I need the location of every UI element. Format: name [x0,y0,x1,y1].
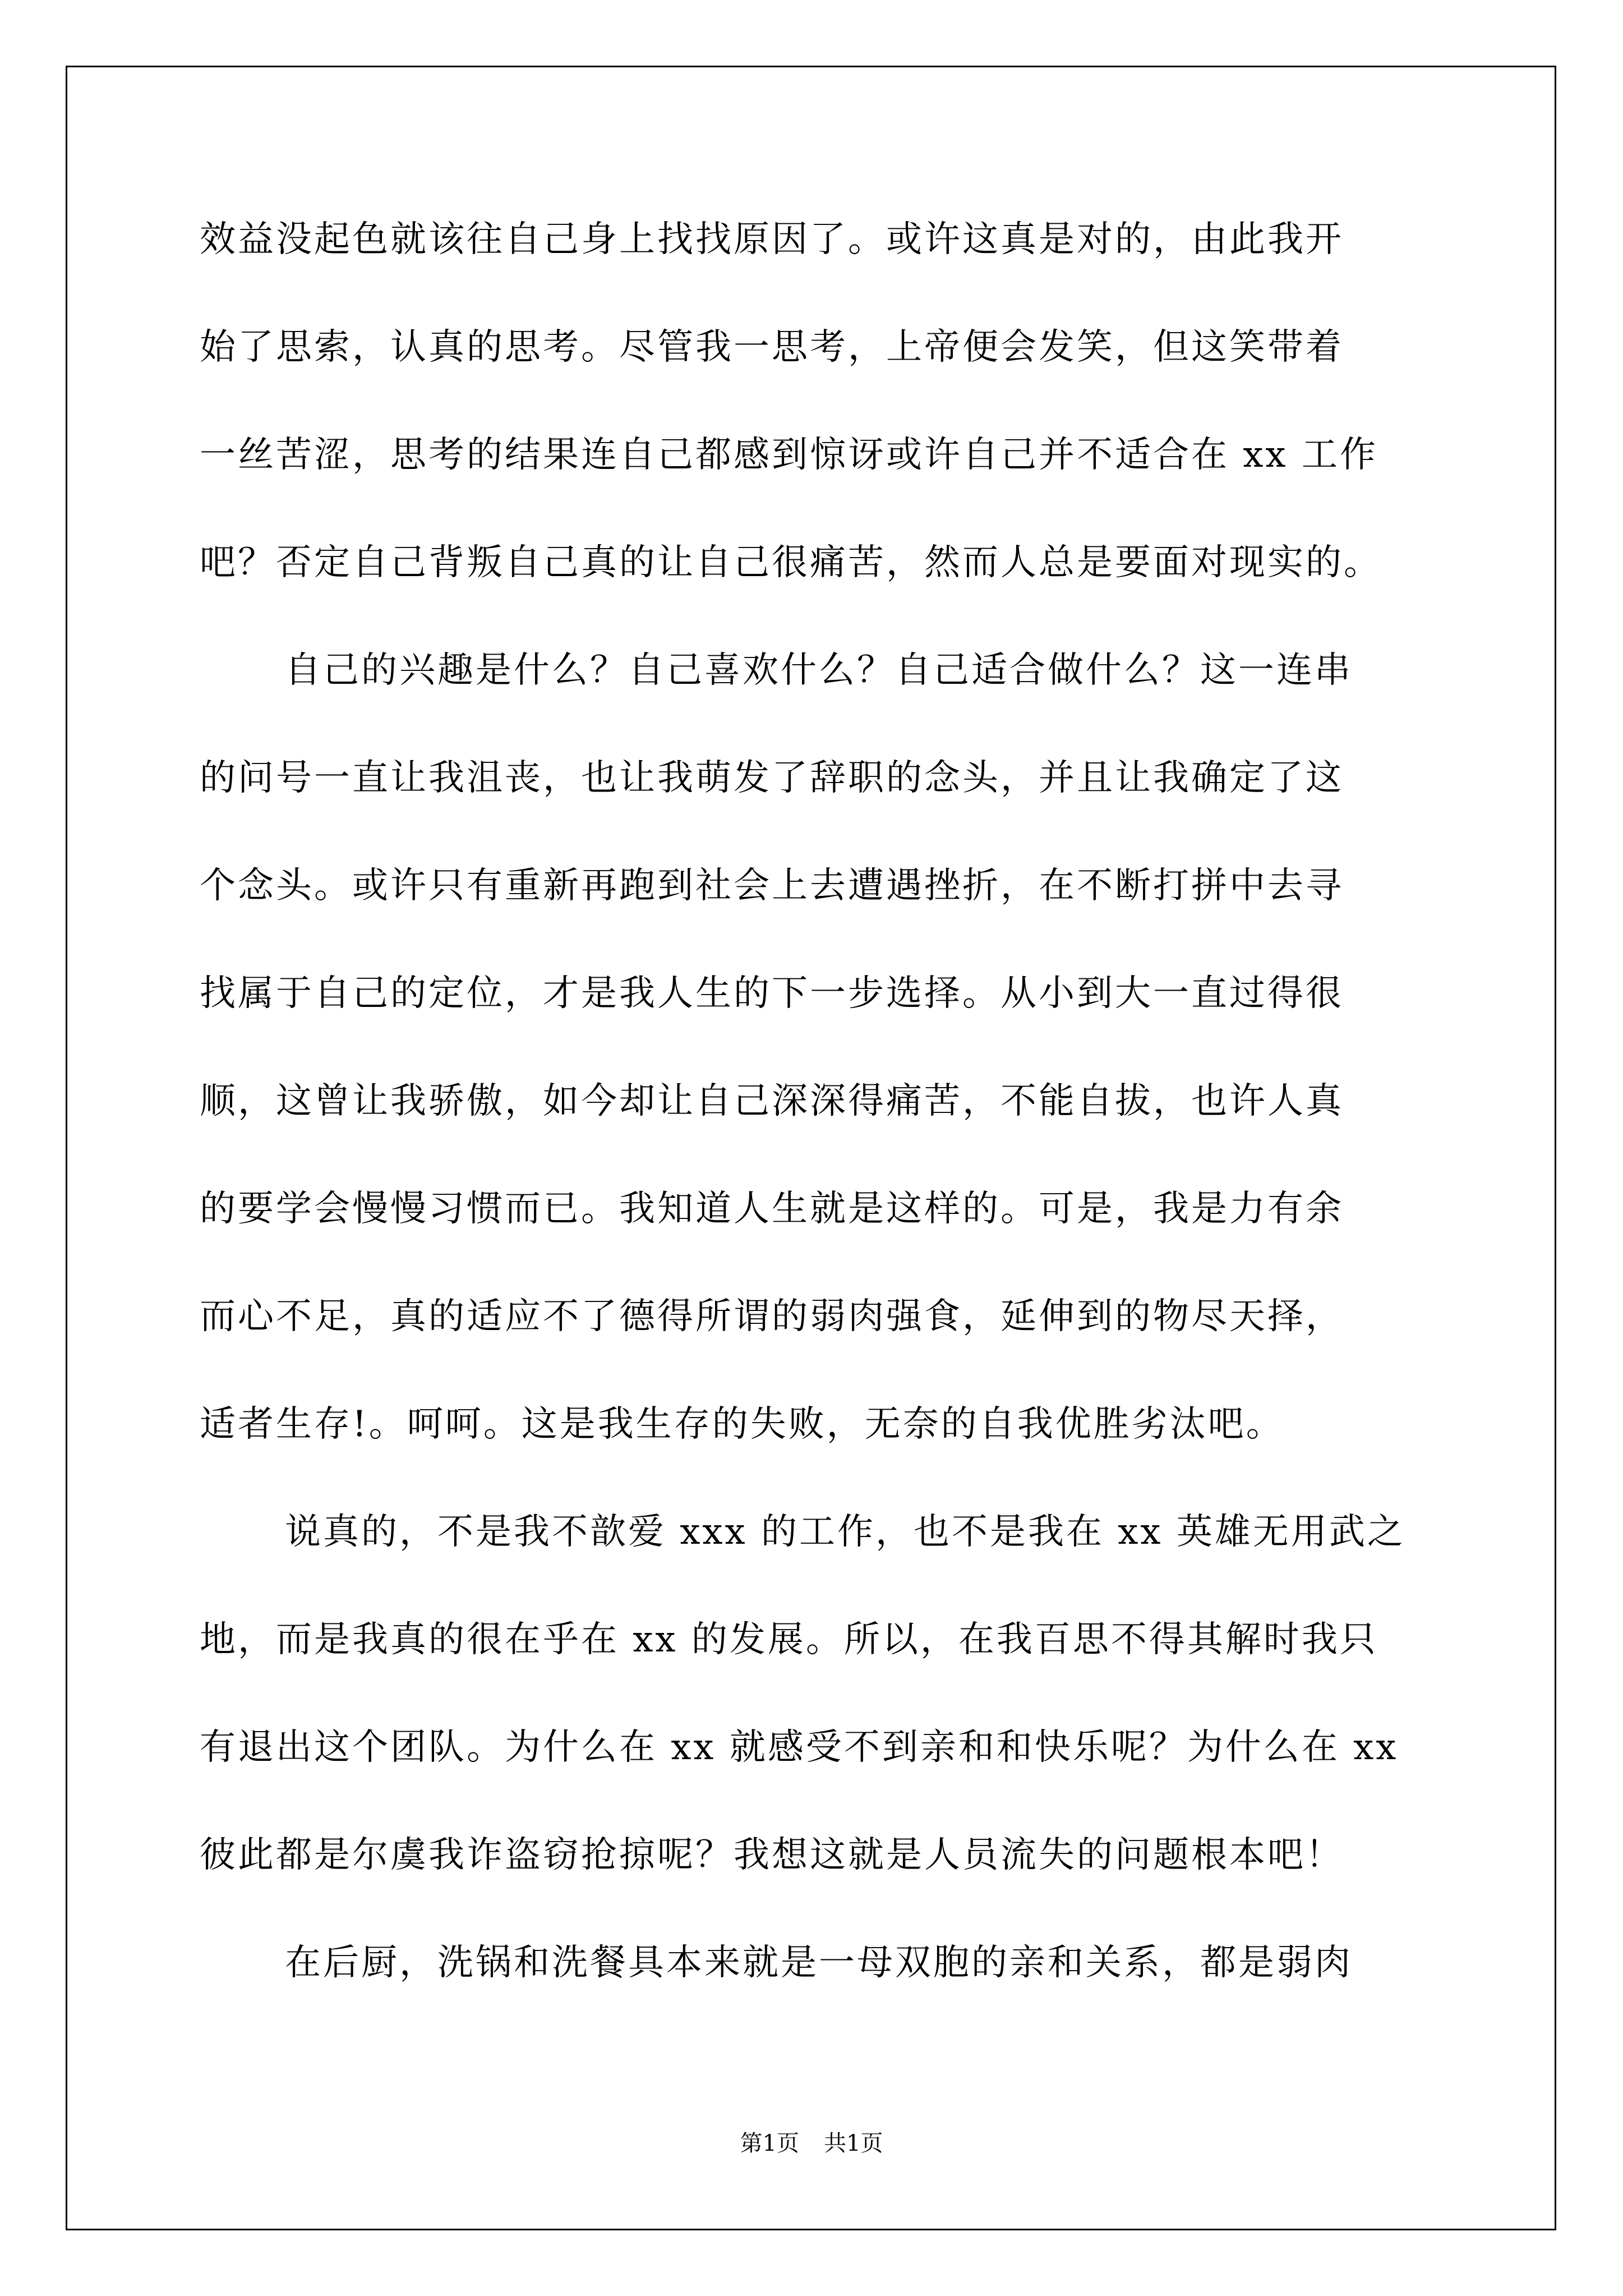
text-line: 在后厨，洗锅和洗餐具本来就是一母双胞的亲和关系，都是弱肉 [285,1942,1353,1984]
text-line: 有退出这个团队。为什么在 xx 就感受不到亲和和快乐呢？为什么在 xx [200,1727,1399,1768]
page-footer [0,2129,1623,2157]
text-line: 自己的兴趣是什么？自己喜欢什么？自己适合做什么？这一连串 [285,650,1353,691]
text-line: 个念头。或许只有重新再跑到社会上去遭遇挫折，在不断打拼中去寻 [200,865,1344,907]
text-line: 始了思索，认真的思考。尽管我一思考，上帝便会发笑，但这笑带着 [200,326,1344,368]
text-line: 说真的，不是我不歆爱 xxx 的工作，也不是我在 xx 英雄无用武之 [285,1511,1405,1553]
text-line: 地，而是我真的很在乎在 xx 的发展。所以，在我百思不得其解时我只 [200,1619,1378,1660]
text-line: 的要学会慢慢习惯而已。我知道人生就是这样的。可是，我是力有余 [200,1188,1344,1230]
text-line: 彼此都是尔虞我诈盗窃抢掠呢？我想这就是人员流失的问题根本吧！ [200,1834,1344,1876]
text-line: 一丝苦涩，思考的结果连自己都感到惊讶或许自己并不适合在 xx 工作 [200,434,1378,476]
text-line: 找属于自己的定位，才是我人生的下一步选择。从小到大一直过得很 [200,973,1344,1014]
text-line: 的问号一直让我沮丧，也让我萌发了辞职的念头，并且让我确定了这 [200,757,1344,799]
text-line: 效益没起色就该往自己身上找找原因了。或许这真是对的，由此我开 [200,219,1344,260]
text-line: 顺，这曾让我骄傲，如今却让自己深深得痛苦，不能自拔，也许人真 [200,1080,1344,1122]
text-line: 适者生存!。呵呵。这是我生存的失败，无奈的自我优胜劣汰吧。 [200,1404,1284,1445]
text-line: 而心不足，真的适应不了德得所谓的弱肉强食，延伸到的物尽天择， [200,1296,1344,1337]
page-number-current: 第1页 [740,2131,799,2156]
page-border [66,66,1556,2230]
page-number-total: 共1页 [824,2131,883,2156]
text-line: 吧？否定自己背叛自己真的让自己很痛苦，然而人总是要面对现实的。 [200,542,1382,583]
